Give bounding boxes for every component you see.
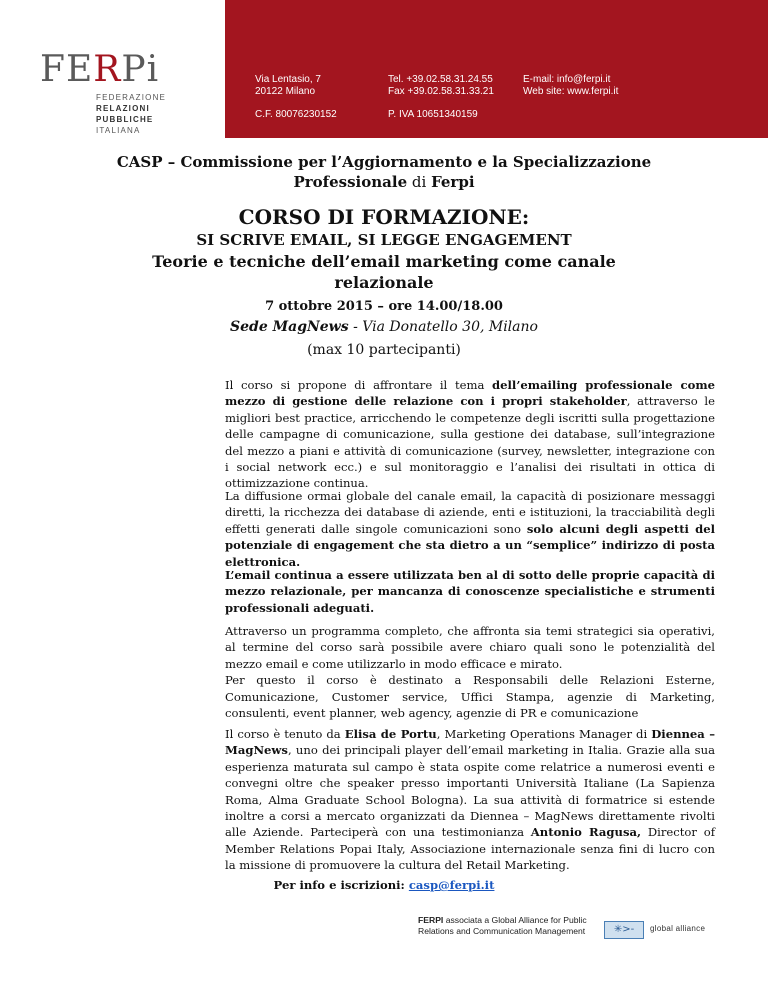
paragraph-teacher: Il corso è tenuto da Elisa de Portu, Marketing Operations Manager di Diennea – MagNews, uno dei principali player dell’email marketing in Italia. Grazie alla sua esperienza maturata sul campo è stata ospite come relatrice a numerosi eventi e convegni oltre che speaker presso importanti Università Italiane (La Sapienza Roma, Alma Graduate School Bologna). La sua attività di formatrice si estende inoltre a corsi a mercato organizzati da Diennea – MagNews direttamente rivolti alle Aziende. Parteciperà con una testimonianza Antonio Ragusa, Director of Member Relations Popai Italy, Associazione internazionale senza fini di lucro con la missione di promuovere la cultura del Retail Marketing.: [225, 727, 716, 873]
logo-subtitle: FEDERAZIONE RELAZIONI PUBBLICHE ITALIANA: [96, 93, 167, 135]
global-alliance-logo-icon: ✳>-: [604, 921, 644, 939]
max-participants: (max 10 partecipanti): [307, 342, 461, 358]
paragraph-intro: Il corso si propone di affrontare il tema dell’emailing professionale come mezzo di gestione delle relazione con i propri stakeholder, attraverso le migliori best practice, arricchendo le competenze degli iscritti sulla progettazione delle campagne di comunicazione, sulla gestione dei database, sull’integrazione del mezzo a piani e attività di comunicazione (survey, newsletter, integrazione con i social network ecc.) e sul monitoraggio e l’analisi dei risultati in ottica di ottimizzazione continua.: [225, 378, 715, 491]
course-date: 7 ottobre 2015 – ore 14.00/18.00: [265, 299, 503, 314]
phone-block: Tel. +39.02.58.31.24.55 Fax +39.02.58.31.33.21: [388, 74, 494, 97]
paragraph-program: Attraverso un programma completo, che affronta sia temi strategici sia operativi, al termine del corso sarà possibile avere chiaro quali sono le potenzialità del mezzo email e come utilizzarlo in modo efficace e mirato. Per questo il corso è destinato a Responsabili delle Relazioni Esterne, Comunicazione, Customer service, Uffici Stampa, agenzie di Marketing, consulenti, event planner, web agency, agenzie di PR e comunicazione: [225, 624, 715, 721]
partita-iva: P. IVA 10651340159: [388, 109, 478, 120]
logo-wordmark: FERPi: [40, 49, 160, 90]
paragraph-email-usage: L’email continua a essere utilizzata ben al di sotto delle proprie capacità di mezzo relazionale, per mancanza di conoscenze specialistiche e strumenti professionali adeguati.: [225, 568, 715, 615]
address-block: Via Lentasio, 7 20122 Milano: [255, 74, 321, 97]
paragraph-diffusion: La diffusione ormai globale del canale email, la capacità di posizionare messaggi diretti, la ricchezza dei database di aziende, enti e istituzioni, la tracciabilità degli effetti generati dalle singole comunicazioni sono solo alcuni degli aspetti del potenziale di engagement che sta dietro a un “semplice” indirizzo di posta elettronica.: [225, 489, 715, 569]
course-title: CORSO DI FORMAZIONE:: [238, 205, 530, 229]
info-line: Per info e iscrizioni: casp@ferpi.it: [273, 878, 495, 892]
footer-association: FERPI associata a Global Alliance for Public Relations and Communication Management: [418, 915, 587, 936]
course-venue: Sede MagNews - Via Donatello 30, Milano: [230, 319, 538, 335]
codice-fiscale: C.F. 80076230152: [255, 109, 337, 120]
header-website[interactable]: Web site: www.ferpi.it: [523, 86, 619, 97]
header-band: [225, 0, 768, 138]
contact-block: [523, 74, 618, 98]
header-email[interactable]: E-mail: info@ferpi.it: [523, 74, 611, 85]
course-tagline: Teorie e tecniche dell’email marketing come canale relazionale: [152, 252, 616, 292]
global-alliance-label: global alliance: [650, 924, 706, 933]
ferpi-logo: [40, 49, 220, 135]
casp-email-link[interactable]: casp@ferpi.it: [408, 878, 495, 892]
casp-heading: CASP – Commissione per l’Aggiornamento e la Specializzazione Professionale di Ferpi: [116, 153, 652, 191]
course-subtitle: SI SCRIVE EMAIL, SI LEGGE ENGAGEMENT: [196, 231, 572, 249]
